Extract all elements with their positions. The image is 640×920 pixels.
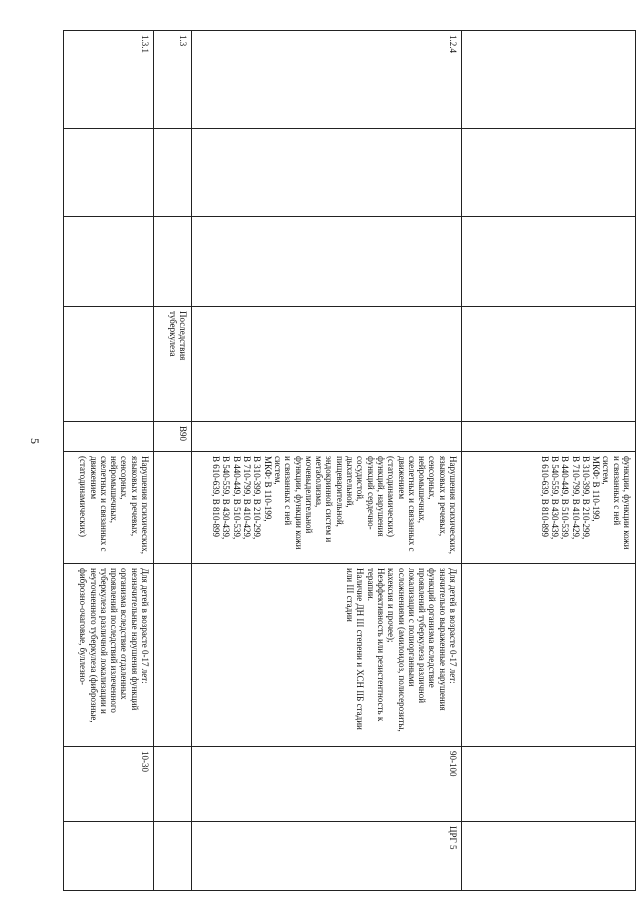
cell-impairments: Нарушения психических, языковых и речевых, сенсорных, нейромышечных, скелетных и связанных с движением (статодинамических) функций, нарушения функций сердечно- сосудистой, дыхательной, пищеварительной, эндокринной систем и метаболизма, мочевыделительной функции, функции кожи и связанных с ней систем, МКФ: В 110-199, В 310-399, В 210-299, В 710-799, В 410-429, В 440-449, В 510-539, В 540-559, В 430-439, В 610-639, В 810-899 bbox=[192, 452, 462, 564]
cell-criteria: Для детей в возрасте 0-17 лет: незначительные нарушения функций организма вследствие отдаленных проявлений последствий излеченного туберкулеза различной локализации и неуточненного туберкулеза (фиброзные, фиброзно-очаговые, буллезно- bbox=[64, 564, 154, 747]
cell-col4 bbox=[192, 307, 462, 422]
cell-col2 bbox=[462, 129, 636, 217]
cell-col5: B90 bbox=[154, 422, 192, 452]
cell-code: 1.3 bbox=[154, 31, 192, 129]
cell-percent: 90-100 bbox=[192, 747, 462, 822]
cell-col5 bbox=[64, 422, 154, 452]
cell-col2 bbox=[192, 129, 462, 217]
cell-col4 bbox=[64, 307, 154, 422]
cell-col3 bbox=[154, 217, 192, 307]
cell-col3 bbox=[462, 217, 636, 307]
cell-criteria bbox=[462, 564, 636, 747]
cell-code: 1.2.4 bbox=[192, 31, 462, 129]
cell-col5 bbox=[192, 422, 462, 452]
cell-group bbox=[462, 822, 636, 891]
cell-col5 bbox=[462, 422, 636, 452]
cell-code bbox=[462, 31, 636, 129]
cell-criteria: Для детей в возрасте 0-17 лет: значительно выраженные нарушения функций организма вследствие проявлений туберкулеза различной локализации с полиорганными осложнениями (амилоидоз, полисерозиты, кахексия и прочее); Неэффективность или резистентность к терапии. Наличие ДН III степени и ХСН IIБ стадии или III стадии bbox=[192, 564, 462, 747]
table-row bbox=[154, 31, 192, 891]
cell-col2 bbox=[64, 129, 154, 217]
rotated-table-wrapper bbox=[64, 30, 636, 890]
table-row bbox=[64, 31, 154, 891]
cell-impairments: Нарушения психических, языковых и речевых, сенсорных, нейромышечных, скелетных и связанных с движением (статодинамических) bbox=[64, 452, 154, 564]
cell-col2 bbox=[154, 129, 192, 217]
cell-col3 bbox=[192, 217, 462, 307]
cell-col3 bbox=[64, 217, 154, 307]
cell-impairments bbox=[154, 452, 192, 564]
table-row bbox=[192, 31, 462, 891]
cell-percent: 10-30 bbox=[64, 747, 154, 822]
disability-criteria-table bbox=[63, 30, 636, 891]
cell-code: 1.3.1 bbox=[64, 31, 154, 129]
cell-col4: Последствия туберкулеза bbox=[154, 307, 192, 422]
cell-impairments: функции, функции кожи и связанных с ней систем, МКФ: В 110-199, В 310-399, В 210-299, В 710-799, В 410-429, В 440-449, В 510-539, В 540-559, В 430-439, В 610-639, В 810-899 bbox=[462, 452, 636, 564]
cell-percent bbox=[154, 747, 192, 822]
cell-group: ЦРГ 5 bbox=[192, 822, 462, 891]
cell-percent bbox=[462, 747, 636, 822]
page-number: 5 bbox=[28, 438, 42, 444]
cell-criteria bbox=[154, 564, 192, 747]
cell-group bbox=[64, 822, 154, 891]
cell-group bbox=[154, 822, 192, 891]
table-row bbox=[462, 31, 636, 891]
cell-col4 bbox=[462, 307, 636, 422]
